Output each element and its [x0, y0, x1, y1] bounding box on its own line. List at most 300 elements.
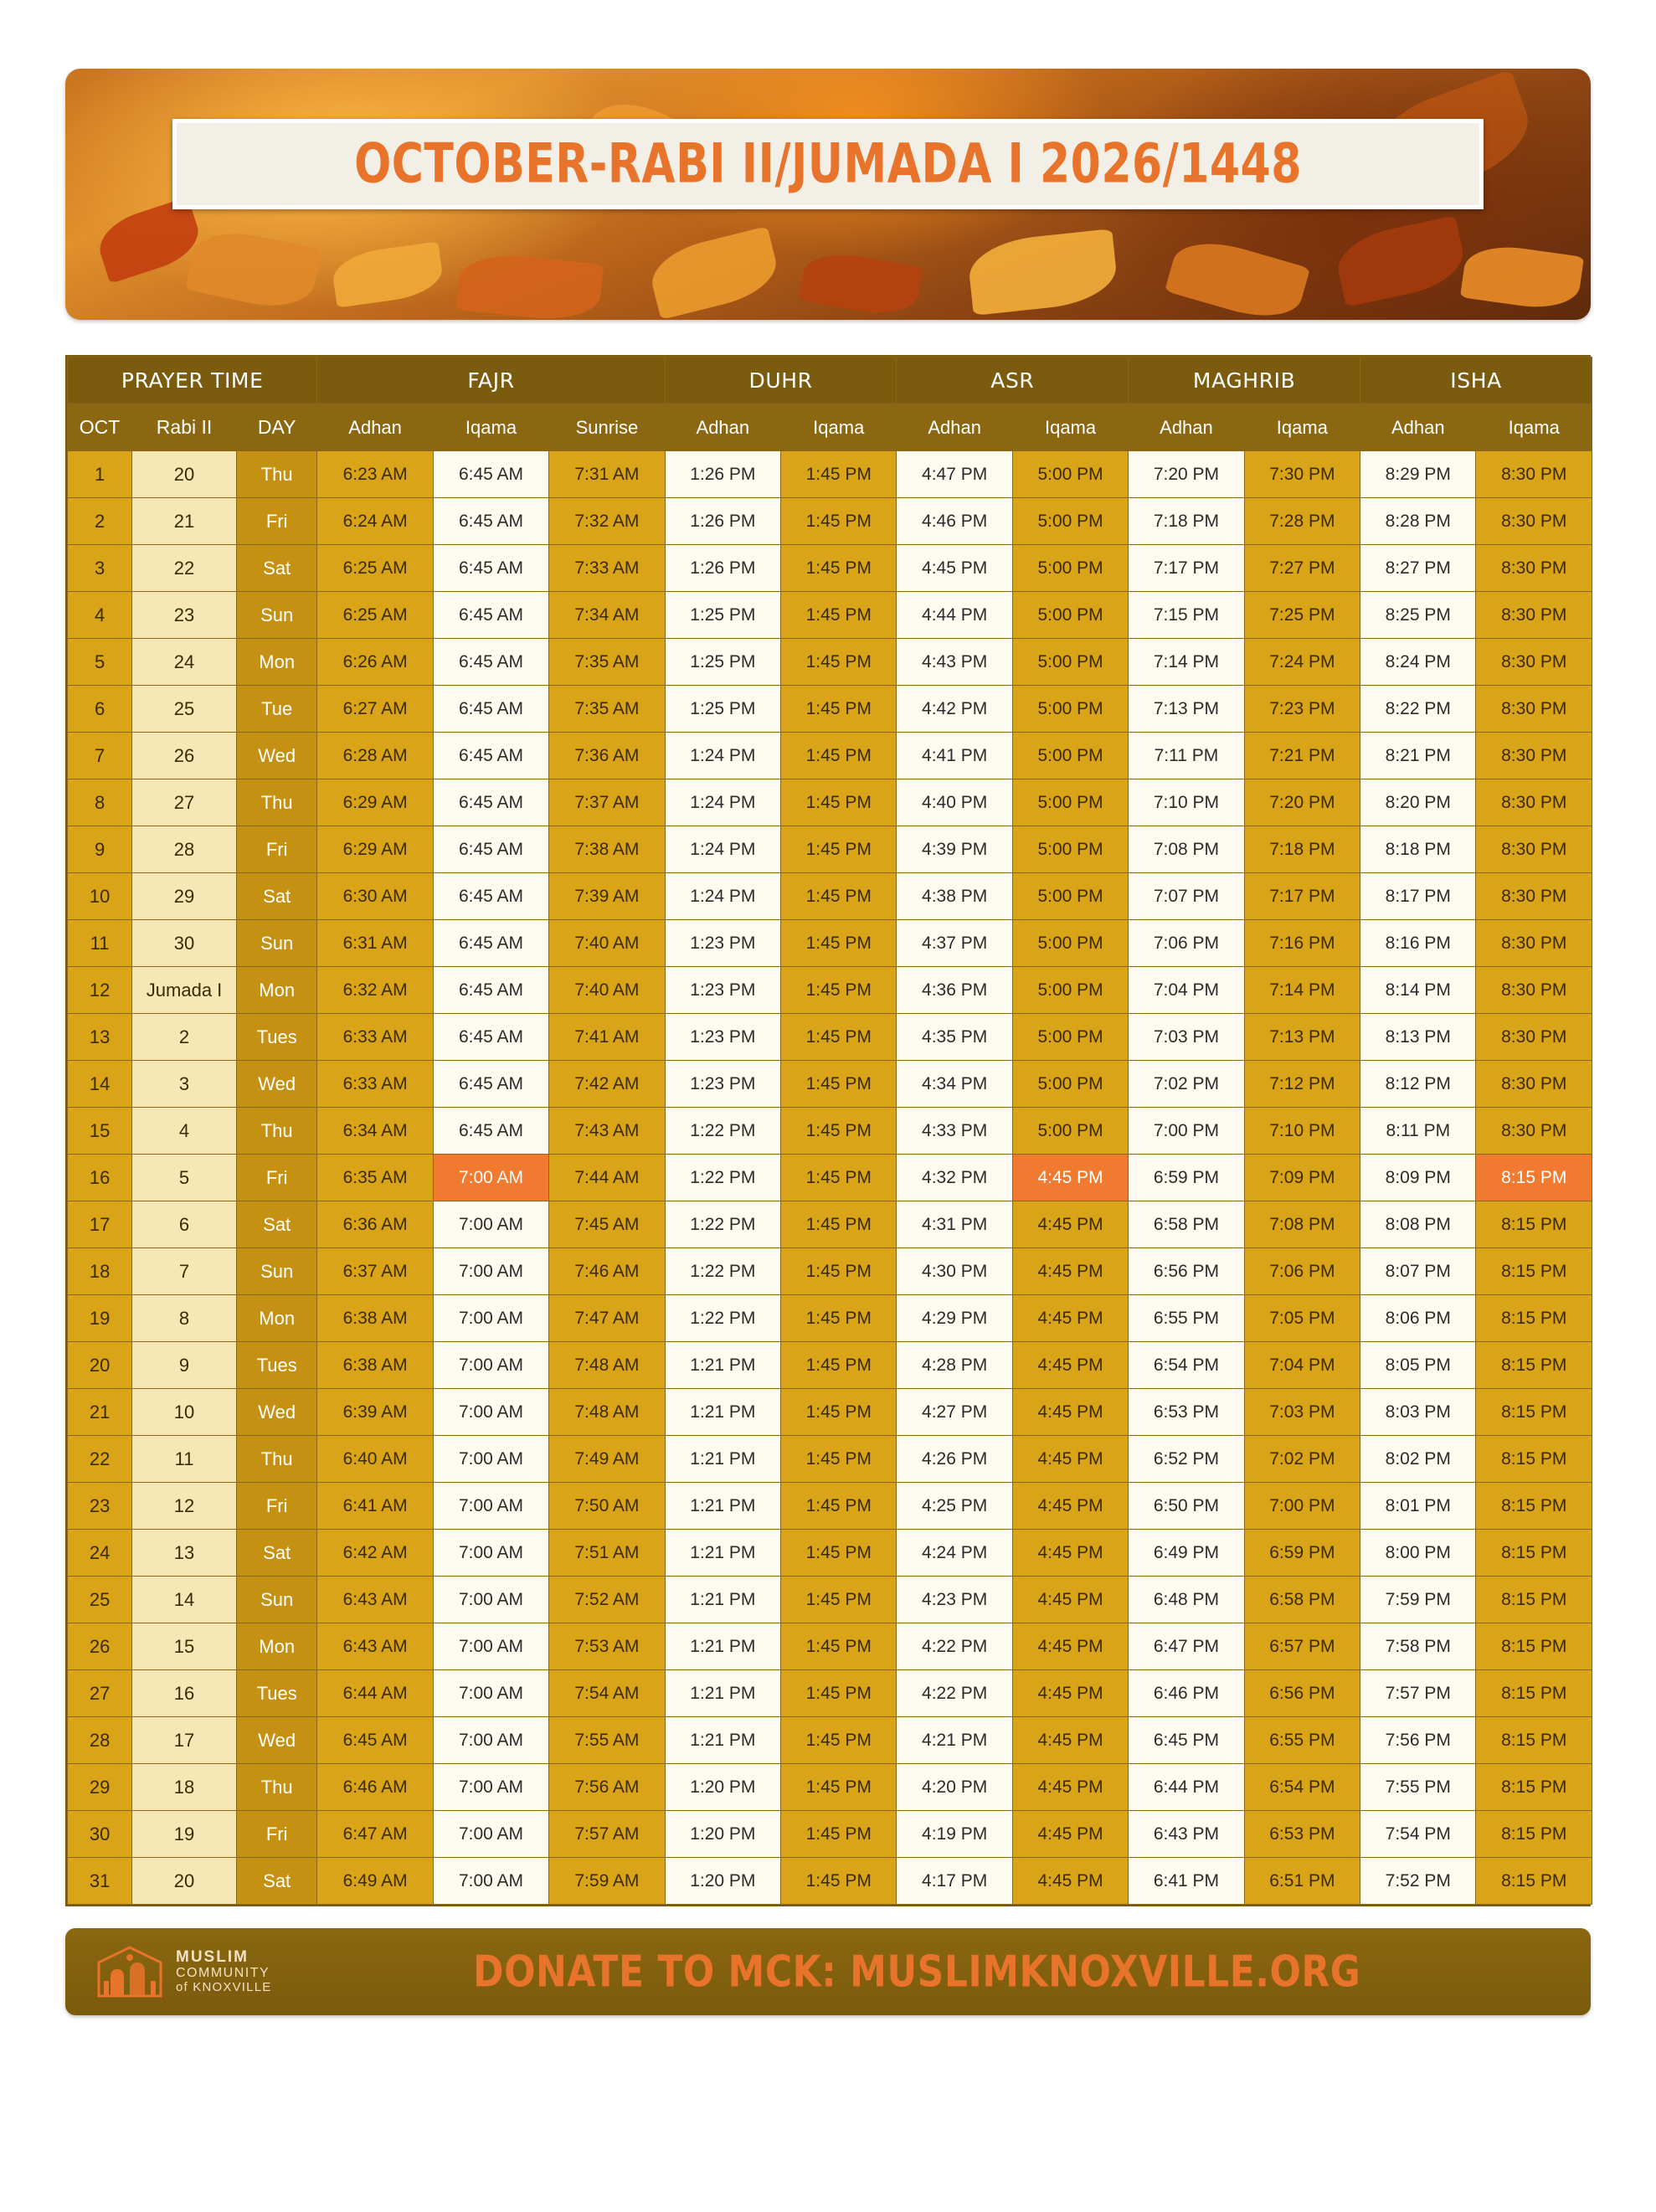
cell-fajr-iqama: 7:00 AM: [433, 1342, 548, 1389]
cell-sunrise: 7:51 AM: [549, 1530, 665, 1577]
cell-asr-iqama: 5:00 PM: [1012, 967, 1128, 1014]
cell-fajr-adhan: 6:41 AM: [317, 1483, 433, 1530]
table-row: [68, 639, 1592, 686]
cell-maghrib-iqama: 7:08 PM: [1244, 1201, 1360, 1248]
cell-duhr-adhan: 1:25 PM: [665, 686, 780, 733]
cell-sunrise: 7:56 AM: [549, 1764, 665, 1811]
cell-fajr-iqama: 6:45 AM: [433, 498, 548, 545]
cell-sunrise: 7:48 AM: [549, 1342, 665, 1389]
cell-hijri: 14: [132, 1577, 237, 1623]
cell-day: Sat: [236, 1201, 316, 1248]
cell-maghrib-adhan: 7:02 PM: [1129, 1061, 1244, 1108]
header-maghrib: MAGHRIB: [1129, 358, 1360, 404]
cell-fajr-iqama: 7:00 AM: [433, 1155, 548, 1201]
cell-duhr-iqama: 1:45 PM: [781, 686, 897, 733]
cell-day: Sun: [236, 1577, 316, 1623]
cell-duhr-adhan: 1:25 PM: [665, 639, 780, 686]
cell-asr-adhan: 4:44 PM: [897, 592, 1012, 639]
cell-hijri: 10: [132, 1389, 237, 1436]
cell-fajr-iqama: 7:00 AM: [433, 1248, 548, 1295]
cell-maghrib-iqama: 6:55 PM: [1244, 1717, 1360, 1764]
cell-sunrise: 7:59 AM: [549, 1858, 665, 1905]
cell-isha-iqama: 8:30 PM: [1476, 779, 1592, 826]
table-group-header-row: [68, 358, 1592, 404]
cell-fajr-adhan: 6:26 AM: [317, 639, 433, 686]
cell-isha-iqama: 8:30 PM: [1476, 451, 1592, 498]
decorative-leaf: [966, 229, 1119, 316]
cell-fajr-adhan: 6:27 AM: [317, 686, 433, 733]
header-banner: [65, 69, 1591, 320]
cell-fajr-adhan: 6:37 AM: [317, 1248, 433, 1295]
cell-hijri: 18: [132, 1764, 237, 1811]
cell-fajr-adhan: 6:38 AM: [317, 1342, 433, 1389]
subheader-duhr-adhan: Adhan: [665, 404, 780, 451]
header-isha: ISHA: [1360, 358, 1592, 404]
donate-text[interactable]: DONATE TO MCK: MUSLIMKNOXVILLE.ORG: [473, 1946, 1361, 1998]
cell-oct: 29: [68, 1764, 132, 1811]
cell-asr-iqama: 5:00 PM: [1012, 1014, 1128, 1061]
cell-isha-adhan: 8:20 PM: [1360, 779, 1476, 826]
cell-isha-adhan: 8:29 PM: [1360, 451, 1476, 498]
cell-sunrise: 7:34 AM: [549, 592, 665, 639]
cell-asr-adhan: 4:19 PM: [897, 1811, 1012, 1858]
cell-asr-iqama: 5:00 PM: [1012, 779, 1128, 826]
cell-asr-adhan: 4:34 PM: [897, 1061, 1012, 1108]
cell-isha-adhan: 8:09 PM: [1360, 1155, 1476, 1201]
cell-sunrise: 7:43 AM: [549, 1108, 665, 1155]
subheader-maghrib-adhan: Adhan: [1129, 404, 1244, 451]
cell-hijri: 4: [132, 1108, 237, 1155]
cell-isha-iqama: 8:15 PM: [1476, 1483, 1592, 1530]
cell-day: Sat: [236, 1530, 316, 1577]
cell-asr-iqama: 4:45 PM: [1012, 1623, 1128, 1670]
cell-asr-iqama: 4:45 PM: [1012, 1858, 1128, 1905]
cell-duhr-iqama: 1:45 PM: [781, 498, 897, 545]
table-row: [68, 1342, 1592, 1389]
cell-oct: 27: [68, 1670, 132, 1717]
cell-oct: 3: [68, 545, 132, 592]
cell-day: Wed: [236, 1061, 316, 1108]
cell-maghrib-adhan: 7:07 PM: [1129, 873, 1244, 920]
header-asr: ASR: [897, 358, 1129, 404]
cell-fajr-iqama: 7:00 AM: [433, 1483, 548, 1530]
cell-fajr-adhan: 6:49 AM: [317, 1858, 433, 1905]
cell-asr-adhan: 4:31 PM: [897, 1201, 1012, 1248]
cell-fajr-adhan: 6:29 AM: [317, 826, 433, 873]
decorative-leaf: [1165, 231, 1310, 320]
cell-maghrib-adhan: 7:14 PM: [1129, 639, 1244, 686]
cell-maghrib-adhan: 6:58 PM: [1129, 1201, 1244, 1248]
cell-asr-iqama: 5:00 PM: [1012, 639, 1128, 686]
table-row: [68, 1389, 1592, 1436]
cell-fajr-iqama: 6:45 AM: [433, 967, 548, 1014]
cell-fajr-iqama: 7:00 AM: [433, 1670, 548, 1717]
cell-oct: 21: [68, 1389, 132, 1436]
cell-maghrib-adhan: 7:00 PM: [1129, 1108, 1244, 1155]
cell-duhr-iqama: 1:45 PM: [781, 1670, 897, 1717]
cell-asr-adhan: 4:22 PM: [897, 1670, 1012, 1717]
cell-fajr-iqama: 6:45 AM: [433, 873, 548, 920]
cell-isha-iqama: 8:15 PM: [1476, 1717, 1592, 1764]
cell-duhr-adhan: 1:20 PM: [665, 1858, 780, 1905]
cell-asr-iqama: 5:00 PM: [1012, 1061, 1128, 1108]
cell-maghrib-adhan: 7:20 PM: [1129, 451, 1244, 498]
logo-line-3: of KNOXVILLE: [176, 1980, 272, 1995]
cell-duhr-adhan: 1:23 PM: [665, 920, 780, 967]
header-fajr: FAJR: [317, 358, 665, 404]
cell-isha-iqama: 8:30 PM: [1476, 592, 1592, 639]
subheader-asr-adhan: Adhan: [897, 404, 1012, 451]
cell-oct: 8: [68, 779, 132, 826]
cell-asr-iqama: 4:45 PM: [1012, 1530, 1128, 1577]
cell-isha-iqama: 8:30 PM: [1476, 733, 1592, 779]
decorative-leaf: [1460, 241, 1584, 314]
cell-fajr-adhan: 6:36 AM: [317, 1201, 433, 1248]
cell-asr-adhan: 4:25 PM: [897, 1483, 1012, 1530]
cell-isha-adhan: 8:03 PM: [1360, 1389, 1476, 1436]
cell-hijri: 19: [132, 1811, 237, 1858]
cell-isha-adhan: 8:24 PM: [1360, 639, 1476, 686]
cell-day: Sat: [236, 1858, 316, 1905]
cell-hijri: 25: [132, 686, 237, 733]
cell-hijri: 16: [132, 1670, 237, 1717]
cell-duhr-iqama: 1:45 PM: [781, 1530, 897, 1577]
cell-duhr-iqama: 1:45 PM: [781, 779, 897, 826]
cell-oct: 18: [68, 1248, 132, 1295]
prayer-timetable-page: [0, 69, 1656, 2212]
cell-day: Sun: [236, 920, 316, 967]
cell-maghrib-iqama: 7:10 PM: [1244, 1108, 1360, 1155]
cell-isha-adhan: 8:22 PM: [1360, 686, 1476, 733]
cell-asr-iqama: 5:00 PM: [1012, 451, 1128, 498]
cell-maghrib-adhan: 6:41 PM: [1129, 1858, 1244, 1905]
cell-duhr-adhan: 1:21 PM: [665, 1623, 780, 1670]
cell-maghrib-adhan: 6:47 PM: [1129, 1623, 1244, 1670]
cell-oct: 19: [68, 1295, 132, 1342]
cell-duhr-iqama: 1:45 PM: [781, 1436, 897, 1483]
cell-maghrib-iqama: 7:21 PM: [1244, 733, 1360, 779]
cell-oct: 23: [68, 1483, 132, 1530]
table-row: [68, 826, 1592, 873]
cell-fajr-adhan: 6:40 AM: [317, 1436, 433, 1483]
cell-sunrise: 7:48 AM: [549, 1389, 665, 1436]
table-row: [68, 1061, 1592, 1108]
cell-fajr-adhan: 6:31 AM: [317, 920, 433, 967]
cell-oct: 12: [68, 967, 132, 1014]
cell-duhr-iqama: 1:45 PM: [781, 1248, 897, 1295]
cell-isha-iqama: 8:30 PM: [1476, 920, 1592, 967]
subheader-fajr-adhan: Adhan: [317, 404, 433, 451]
cell-fajr-adhan: 6:43 AM: [317, 1577, 433, 1623]
cell-fajr-adhan: 6:30 AM: [317, 873, 433, 920]
cell-fajr-iqama: 7:00 AM: [433, 1530, 548, 1577]
mosque-icon: [94, 1944, 166, 1999]
cell-maghrib-adhan: 6:56 PM: [1129, 1248, 1244, 1295]
cell-fajr-adhan: 6:39 AM: [317, 1389, 433, 1436]
cell-duhr-adhan: 1:24 PM: [665, 826, 780, 873]
cell-fajr-adhan: 6:33 AM: [317, 1014, 433, 1061]
cell-day: Fri: [236, 498, 316, 545]
cell-isha-iqama: 8:30 PM: [1476, 967, 1592, 1014]
cell-isha-adhan: 8:06 PM: [1360, 1295, 1476, 1342]
cell-asr-adhan: 4:33 PM: [897, 1108, 1012, 1155]
cell-day: Fri: [236, 826, 316, 873]
cell-asr-iqama: 4:45 PM: [1012, 1389, 1128, 1436]
table-row: [68, 592, 1592, 639]
cell-sunrise: 7:35 AM: [549, 639, 665, 686]
cell-isha-iqama: 8:30 PM: [1476, 686, 1592, 733]
cell-duhr-adhan: 1:22 PM: [665, 1201, 780, 1248]
subheader-maghrib-iqama: Iqama: [1244, 404, 1360, 451]
cell-fajr-adhan: 6:25 AM: [317, 545, 433, 592]
cell-asr-adhan: 4:26 PM: [897, 1436, 1012, 1483]
cell-oct: 4: [68, 592, 132, 639]
cell-maghrib-iqama: 7:25 PM: [1244, 592, 1360, 639]
cell-day: Thu: [236, 451, 316, 498]
cell-asr-adhan: 4:47 PM: [897, 451, 1012, 498]
cell-oct: 9: [68, 826, 132, 873]
table-row: [68, 498, 1592, 545]
cell-oct: 1: [68, 451, 132, 498]
cell-maghrib-adhan: 7:11 PM: [1129, 733, 1244, 779]
cell-duhr-adhan: 1:23 PM: [665, 967, 780, 1014]
cell-sunrise: 7:44 AM: [549, 1155, 665, 1201]
cell-duhr-adhan: 1:25 PM: [665, 592, 780, 639]
cell-maghrib-adhan: 7:17 PM: [1129, 545, 1244, 592]
cell-day: Mon: [236, 639, 316, 686]
cell-maghrib-iqama: 7:04 PM: [1244, 1342, 1360, 1389]
cell-day: Fri: [236, 1155, 316, 1201]
cell-fajr-adhan: 6:25 AM: [317, 592, 433, 639]
cell-fajr-iqama: 6:45 AM: [433, 779, 548, 826]
table-row: [68, 1530, 1592, 1577]
logo-line-1: MUSLIM: [176, 1948, 249, 1967]
cell-maghrib-adhan: 7:08 PM: [1129, 826, 1244, 873]
cell-day: Wed: [236, 733, 316, 779]
cell-maghrib-adhan: 7:13 PM: [1129, 686, 1244, 733]
cell-asr-adhan: 4:32 PM: [897, 1155, 1012, 1201]
cell-day: Sun: [236, 592, 316, 639]
subheader-rabi: Rabi II: [132, 404, 237, 451]
cell-maghrib-iqama: 7:28 PM: [1244, 498, 1360, 545]
cell-isha-adhan: 8:14 PM: [1360, 967, 1476, 1014]
cell-duhr-iqama: 1:45 PM: [781, 967, 897, 1014]
cell-maghrib-iqama: 7:00 PM: [1244, 1483, 1360, 1530]
cell-oct: 16: [68, 1155, 132, 1201]
cell-isha-iqama: 8:30 PM: [1476, 498, 1592, 545]
cell-duhr-iqama: 1:45 PM: [781, 733, 897, 779]
cell-fajr-adhan: 6:35 AM: [317, 1155, 433, 1201]
cell-maghrib-iqama: 7:16 PM: [1244, 920, 1360, 967]
cell-fajr-iqama: 7:00 AM: [433, 1764, 548, 1811]
cell-day: Mon: [236, 1295, 316, 1342]
cell-hijri: 17: [132, 1717, 237, 1764]
table-row: [68, 1295, 1592, 1342]
header-prayer-time: PRAYER TIME: [68, 358, 317, 404]
cell-fajr-iqama: 6:45 AM: [433, 686, 548, 733]
cell-fajr-iqama: 6:45 AM: [433, 920, 548, 967]
cell-hijri: 27: [132, 779, 237, 826]
cell-isha-iqama: 8:30 PM: [1476, 1108, 1592, 1155]
cell-asr-iqama: 4:45 PM: [1012, 1295, 1128, 1342]
cell-fajr-iqama: 6:45 AM: [433, 592, 548, 639]
cell-duhr-iqama: 1:45 PM: [781, 1577, 897, 1623]
cell-duhr-iqama: 1:45 PM: [781, 920, 897, 967]
cell-asr-iqama: 5:00 PM: [1012, 873, 1128, 920]
cell-hijri: Jumada I: [132, 967, 237, 1014]
cell-sunrise: 7:40 AM: [549, 920, 665, 967]
cell-hijri: 24: [132, 639, 237, 686]
cell-isha-iqama: 8:15 PM: [1476, 1530, 1592, 1577]
cell-hijri: 8: [132, 1295, 237, 1342]
cell-hijri: 26: [132, 733, 237, 779]
cell-day: Tues: [236, 1670, 316, 1717]
cell-maghrib-iqama: 7:12 PM: [1244, 1061, 1360, 1108]
cell-sunrise: 7:32 AM: [549, 498, 665, 545]
decorative-leaf: [1332, 215, 1468, 306]
cell-duhr-iqama: 1:45 PM: [781, 1717, 897, 1764]
cell-maghrib-iqama: 7:09 PM: [1244, 1155, 1360, 1201]
table-row: [68, 451, 1592, 498]
cell-asr-iqama: 4:45 PM: [1012, 1436, 1128, 1483]
cell-duhr-adhan: 1:21 PM: [665, 1436, 780, 1483]
cell-asr-iqama: 5:00 PM: [1012, 498, 1128, 545]
cell-fajr-iqama: 7:00 AM: [433, 1577, 548, 1623]
decorative-leaf: [645, 226, 783, 320]
cell-duhr-adhan: 1:22 PM: [665, 1155, 780, 1201]
cell-fajr-adhan: 6:45 AM: [317, 1717, 433, 1764]
cell-asr-adhan: 4:22 PM: [897, 1623, 1012, 1670]
cell-hijri: 30: [132, 920, 237, 967]
cell-day: Fri: [236, 1811, 316, 1858]
cell-isha-adhan: 8:28 PM: [1360, 498, 1476, 545]
cell-oct: 30: [68, 1811, 132, 1858]
page-title: OCTOBER-RABI II/JUMADA I 2026/1448: [354, 132, 1302, 196]
schedule-table-wrapper: [65, 355, 1591, 1906]
cell-isha-adhan: 7:59 PM: [1360, 1577, 1476, 1623]
cell-duhr-iqama: 1:45 PM: [781, 873, 897, 920]
cell-duhr-iqama: 1:45 PM: [781, 545, 897, 592]
cell-oct: 10: [68, 873, 132, 920]
cell-isha-iqama: 8:15 PM: [1476, 1201, 1592, 1248]
cell-maghrib-iqama: 7:13 PM: [1244, 1014, 1360, 1061]
cell-hijri: 2: [132, 1014, 237, 1061]
cell-isha-adhan: 7:54 PM: [1360, 1811, 1476, 1858]
cell-duhr-iqama: 1:45 PM: [781, 1108, 897, 1155]
table-row: [68, 967, 1592, 1014]
cell-isha-adhan: 8:16 PM: [1360, 920, 1476, 967]
cell-isha-iqama: 8:15 PM: [1476, 1389, 1592, 1436]
cell-fajr-iqama: 7:00 AM: [433, 1389, 548, 1436]
subheader-isha-iqama: Iqama: [1476, 404, 1592, 451]
cell-sunrise: 7:54 AM: [549, 1670, 665, 1717]
table-row: [68, 1436, 1592, 1483]
cell-day: Tue: [236, 686, 316, 733]
cell-asr-iqama: 5:00 PM: [1012, 686, 1128, 733]
cell-fajr-adhan: 6:42 AM: [317, 1530, 433, 1577]
cell-maghrib-iqama: 7:27 PM: [1244, 545, 1360, 592]
cell-isha-adhan: 7:58 PM: [1360, 1623, 1476, 1670]
cell-hijri: 22: [132, 545, 237, 592]
cell-day: Thu: [236, 1436, 316, 1483]
cell-duhr-adhan: 1:21 PM: [665, 1389, 780, 1436]
table-row: [68, 779, 1592, 826]
cell-asr-iqama: 5:00 PM: [1012, 920, 1128, 967]
cell-duhr-iqama: 1:45 PM: [781, 639, 897, 686]
cell-maghrib-iqama: 7:18 PM: [1244, 826, 1360, 873]
cell-fajr-adhan: 6:33 AM: [317, 1061, 433, 1108]
cell-maghrib-adhan: 6:52 PM: [1129, 1436, 1244, 1483]
cell-oct: 6: [68, 686, 132, 733]
cell-asr-iqama: 5:00 PM: [1012, 826, 1128, 873]
cell-day: Sat: [236, 873, 316, 920]
cell-fajr-adhan: 6:34 AM: [317, 1108, 433, 1155]
cell-sunrise: 7:40 AM: [549, 967, 665, 1014]
table-row: [68, 1811, 1592, 1858]
cell-maghrib-adhan: 6:55 PM: [1129, 1295, 1244, 1342]
cell-duhr-adhan: 1:22 PM: [665, 1295, 780, 1342]
cell-hijri: 9: [132, 1342, 237, 1389]
cell-sunrise: 7:55 AM: [549, 1717, 665, 1764]
cell-maghrib-adhan: 6:54 PM: [1129, 1342, 1244, 1389]
cell-duhr-adhan: 1:21 PM: [665, 1483, 780, 1530]
cell-oct: 13: [68, 1014, 132, 1061]
cell-duhr-iqama: 1:45 PM: [781, 1295, 897, 1342]
cell-fajr-adhan: 6:23 AM: [317, 451, 433, 498]
cell-asr-iqama: 4:45 PM: [1012, 1577, 1128, 1623]
cell-hijri: 3: [132, 1061, 237, 1108]
cell-duhr-iqama: 1:45 PM: [781, 592, 897, 639]
cell-isha-iqama: 8:15 PM: [1476, 1764, 1592, 1811]
cell-isha-iqama: 8:30 PM: [1476, 873, 1592, 920]
cell-asr-iqama: 4:45 PM: [1012, 1483, 1128, 1530]
cell-duhr-iqama: 1:45 PM: [781, 1389, 897, 1436]
cell-isha-iqama: 8:30 PM: [1476, 826, 1592, 873]
cell-hijri: 29: [132, 873, 237, 920]
cell-duhr-adhan: 1:21 PM: [665, 1670, 780, 1717]
cell-duhr-iqama: 1:45 PM: [781, 1201, 897, 1248]
cell-duhr-iqama: 1:45 PM: [781, 1858, 897, 1905]
cell-hijri: 13: [132, 1530, 237, 1577]
cell-hijri: 7: [132, 1248, 237, 1295]
cell-isha-iqama: 8:15 PM: [1476, 1623, 1592, 1670]
cell-maghrib-iqama: 7:20 PM: [1244, 779, 1360, 826]
cell-sunrise: 7:50 AM: [549, 1483, 665, 1530]
cell-duhr-adhan: 1:20 PM: [665, 1764, 780, 1811]
cell-asr-iqama: 4:45 PM: [1012, 1201, 1128, 1248]
cell-isha-adhan: 8:18 PM: [1360, 826, 1476, 873]
subheader-asr-iqama: Iqama: [1012, 404, 1128, 451]
cell-asr-adhan: 4:41 PM: [897, 733, 1012, 779]
cell-sunrise: 7:31 AM: [549, 451, 665, 498]
cell-hijri: 28: [132, 826, 237, 873]
cell-sunrise: 7:33 AM: [549, 545, 665, 592]
cell-asr-adhan: 4:43 PM: [897, 639, 1012, 686]
cell-duhr-adhan: 1:26 PM: [665, 545, 780, 592]
cell-duhr-iqama: 1:45 PM: [781, 826, 897, 873]
cell-isha-iqama: 8:30 PM: [1476, 639, 1592, 686]
cell-duhr-adhan: 1:21 PM: [665, 1717, 780, 1764]
cell-duhr-iqama: 1:45 PM: [781, 451, 897, 498]
cell-duhr-iqama: 1:45 PM: [781, 1342, 897, 1389]
cell-asr-iqama: 5:00 PM: [1012, 1108, 1128, 1155]
decorative-leaf: [330, 241, 445, 307]
cell-fajr-iqama: 6:45 AM: [433, 1061, 548, 1108]
cell-asr-adhan: 4:45 PM: [897, 545, 1012, 592]
cell-asr-adhan: 4:23 PM: [897, 1577, 1012, 1623]
cell-isha-adhan: 8:00 PM: [1360, 1530, 1476, 1577]
cell-maghrib-adhan: 7:18 PM: [1129, 498, 1244, 545]
